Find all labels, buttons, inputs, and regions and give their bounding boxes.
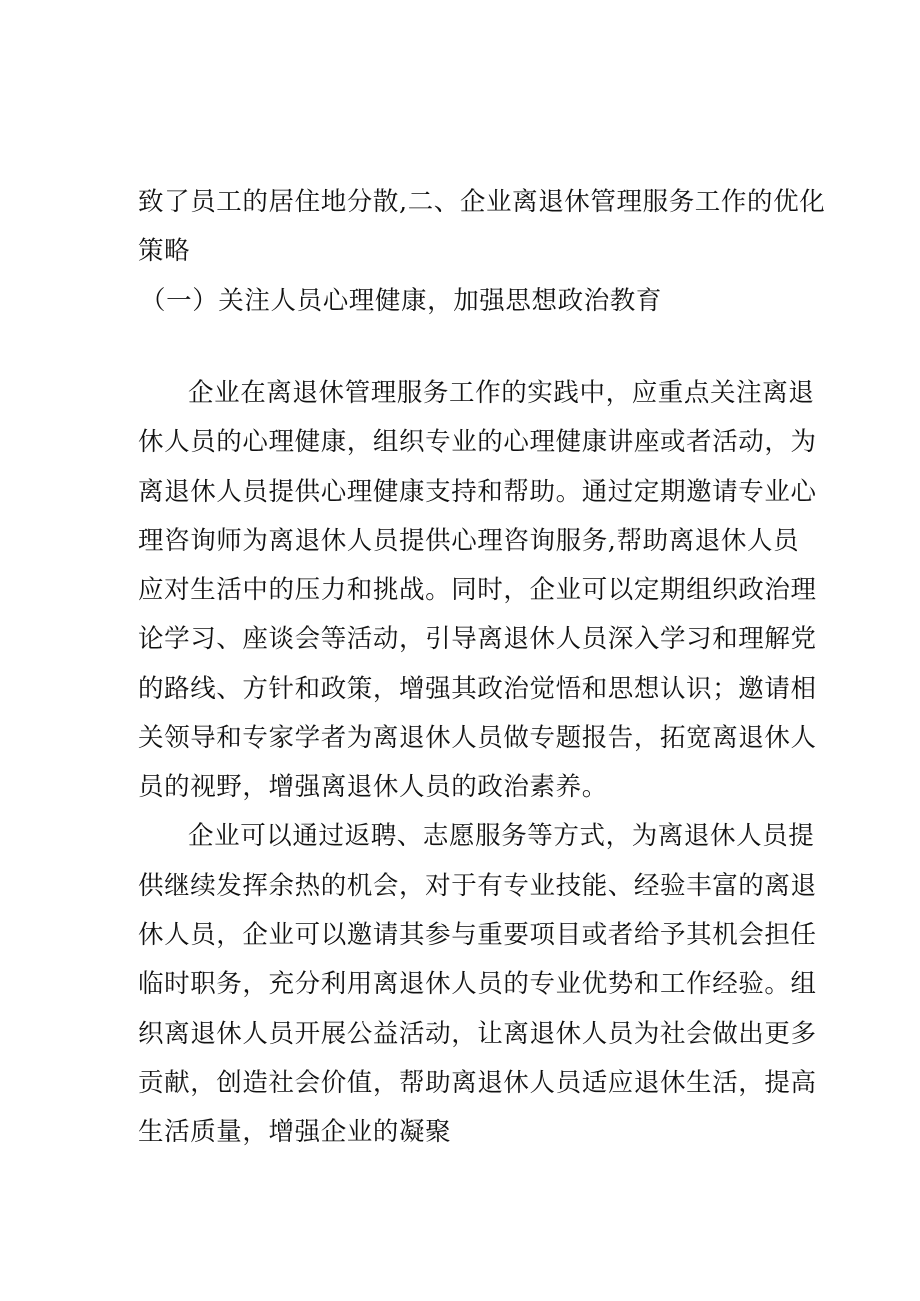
text-line: 致了员工的居住地分散,二、企业离退休管理服务工作的优化 <box>138 187 826 217</box>
text-line: 供继续发挥余热的机会，对于有专业技能、经验丰富的离退 <box>138 871 817 901</box>
paragraph-first-line: 企业可以通过返聘、志愿服务等方式，为离退休人员提 <box>188 821 815 851</box>
text-line: 织离退休人员开展公益活动，让离退休人员为社会做出更多 <box>138 1019 817 1049</box>
text-line: 临时职务，充分利用离退休人员的专业优势和工作经验。组 <box>138 969 817 999</box>
text-line: 员的视野，增强离退休人员的政治素养。 <box>138 772 608 802</box>
text-line: 生活质量，增强企业的凝聚 <box>138 1117 452 1147</box>
text-line: 论学习、座谈会等活动，引导离退休人员深入学习和理解党 <box>138 624 817 654</box>
text-line: 贡献，创造社会价值，帮助离退休人员适应退休生活，提高 <box>138 1068 817 1098</box>
section-heading: （一）关注人员心理健康，加强思想政治教育 <box>140 286 663 316</box>
text-line: 离退休人员提供心理健康支持和帮助。通过定期邀请专业心 <box>138 477 817 507</box>
text-line: 理咨询师为离退休人员提供心理咨询服务,帮助离退休人员 <box>138 526 800 556</box>
text-line: 策略 <box>138 236 191 266</box>
text-line: 休人员的心理健康，组织专业的心理健康讲座或者活动，为 <box>138 427 817 457</box>
paragraph-first-line: 企业在离退休管理服务工作的实践中，应重点关注离退 <box>188 378 815 408</box>
text-line: 休人员，企业可以邀请其参与重要项目或者给予其机会担任 <box>138 920 817 950</box>
text-line: 关领导和专家学者为离退休人员做专题报告，拓宽离退休人 <box>138 723 817 753</box>
text-line: 的路线、方针和政策，增强其政治觉悟和思想认识；邀请相 <box>138 674 817 704</box>
text-line: 应对生活中的压力和挑战。同时，企业可以定期组织政治理 <box>138 575 817 605</box>
